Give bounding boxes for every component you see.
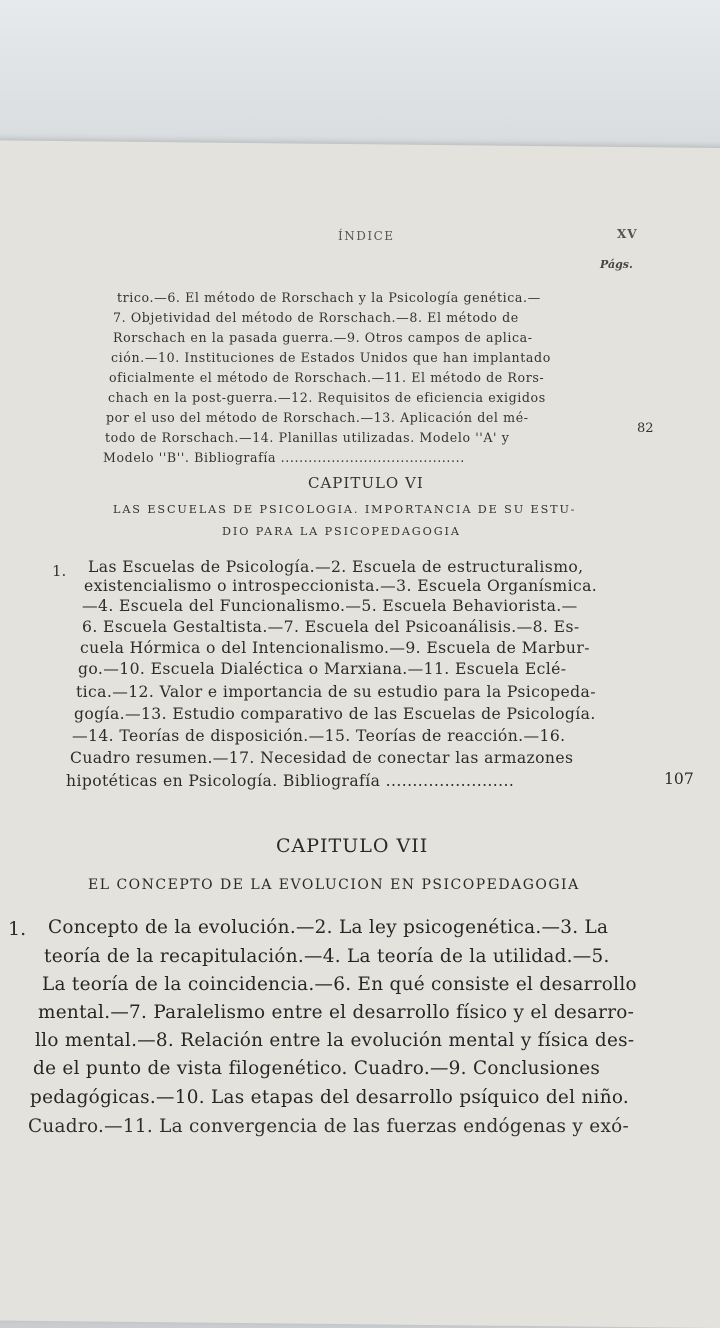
toc-line: ción.—10. Instituciones de Estados Unidos que han implantado xyxy=(111,350,551,365)
toc-line: tica.—12. Valor e importancia de su estudio para la Psicopeda- xyxy=(76,683,596,701)
toc-line: cuela Hórmica o del Intencionalismo.—9. Escuela de Marbur- xyxy=(80,639,590,657)
toc-line: La teoría de la coincidencia.—6. En qué consiste el desarrollo xyxy=(42,974,637,995)
chapter-heading: CAPITULO VI xyxy=(308,474,424,492)
toc-line: por el uso del método de Rorschach.—13. Aplicación del mé- xyxy=(106,410,529,425)
toc-line-last: Modelo ''B''. Bibliografía ........................................ xyxy=(103,450,465,465)
toc-line: —4. Escuela del Funcionalismo.—5. Escuela Behaviorista.— xyxy=(82,597,578,615)
toc-page-number: 82 xyxy=(637,421,654,436)
toc-line: Rorschach en la pasada guerra.—9. Otros campos de aplica- xyxy=(113,330,533,345)
toc-line: Cuadro.—11. La convergencia de las fuerzas endógenas y exó- xyxy=(28,1116,630,1137)
toc-line: 7. Objetividad del método de Rorschach.—8. El método de xyxy=(113,310,519,325)
toc-line: chach en la post-guerra.—12. Requisitos de eficiencia exigidos xyxy=(108,390,546,405)
entry-number: 1. xyxy=(8,918,27,940)
toc-line: de el punto de vista filogenético. Cuadro.—9. Conclusiones xyxy=(33,1058,601,1079)
toc-line-last: hipotéticas en Psicología. Bibliografía ........................ xyxy=(66,772,515,790)
toc-line: Cuadro resumen.—17. Necesidad de conectar las armazones xyxy=(70,749,574,767)
toc-line: Concepto de la evolución.—2. La ley psicogenética.—3. La xyxy=(48,917,609,938)
chapter-heading: CAPITULO VII xyxy=(276,835,429,857)
chapter-subtitle: LAS ESCUELAS DE PSICOLOGIA. IMPORTANCIA DE SU ESTU- xyxy=(113,503,577,516)
toc-line: —14. Teorías de disposición.—15. Teorías de reacción.—16. xyxy=(72,727,566,745)
chapter-subtitle: DIO PARA LA PSICOPEDAGOGIA xyxy=(222,525,461,538)
toc-line: 6. Escuela Gestaltista.—7. Escuela del Psicoanálisis.—8. Es- xyxy=(82,618,580,636)
toc-page-number: 107 xyxy=(664,770,694,788)
toc-line: existencialismo o introspeccionista.—3. Escuela Organísmica. xyxy=(84,577,598,595)
toc-line: trico.—6. El método de Rorschach y la Psicología genética.— xyxy=(117,290,541,305)
toc-line: llo mental.—8. Relación entre la evolución mental y física des- xyxy=(35,1030,635,1051)
page-number: XV xyxy=(617,227,638,241)
toc-line: gogía.—13. Estudio comparativo de las Escuelas de Psicología. xyxy=(74,705,596,723)
toc-line: oficialmente el método de Rorschach.—11. El método de Rors- xyxy=(109,370,545,385)
toc-line: go.—10. Escuela Dialéctica o Marxiana.—11. Escuela Eclé- xyxy=(78,660,567,678)
toc-line: todo de Rorschach.—14. Planillas utilizadas. Modelo ''A' y xyxy=(105,430,510,445)
toc-line: teoría de la recapitulación.—4. La teoría de la utilidad.—5. xyxy=(44,946,610,967)
chapter-subtitle: EL CONCEPTO DE LA EVOLUCION EN PSICOPEDAGOGIA xyxy=(88,877,580,893)
entry-number: 1. xyxy=(52,562,67,580)
toc-line: pedagógicas.—10. Las etapas del desarrollo psíquico del niño. xyxy=(30,1087,630,1108)
toc-line: Las Escuelas de Psicología.—2. Escuela de estructuralismo, xyxy=(88,558,584,576)
running-title: ÍNDICE xyxy=(338,229,395,243)
toc-line: mental.—7. Paralelismo entre el desarrollo físico y el desarro- xyxy=(38,1002,635,1023)
pags-label: Págs. xyxy=(600,258,633,271)
